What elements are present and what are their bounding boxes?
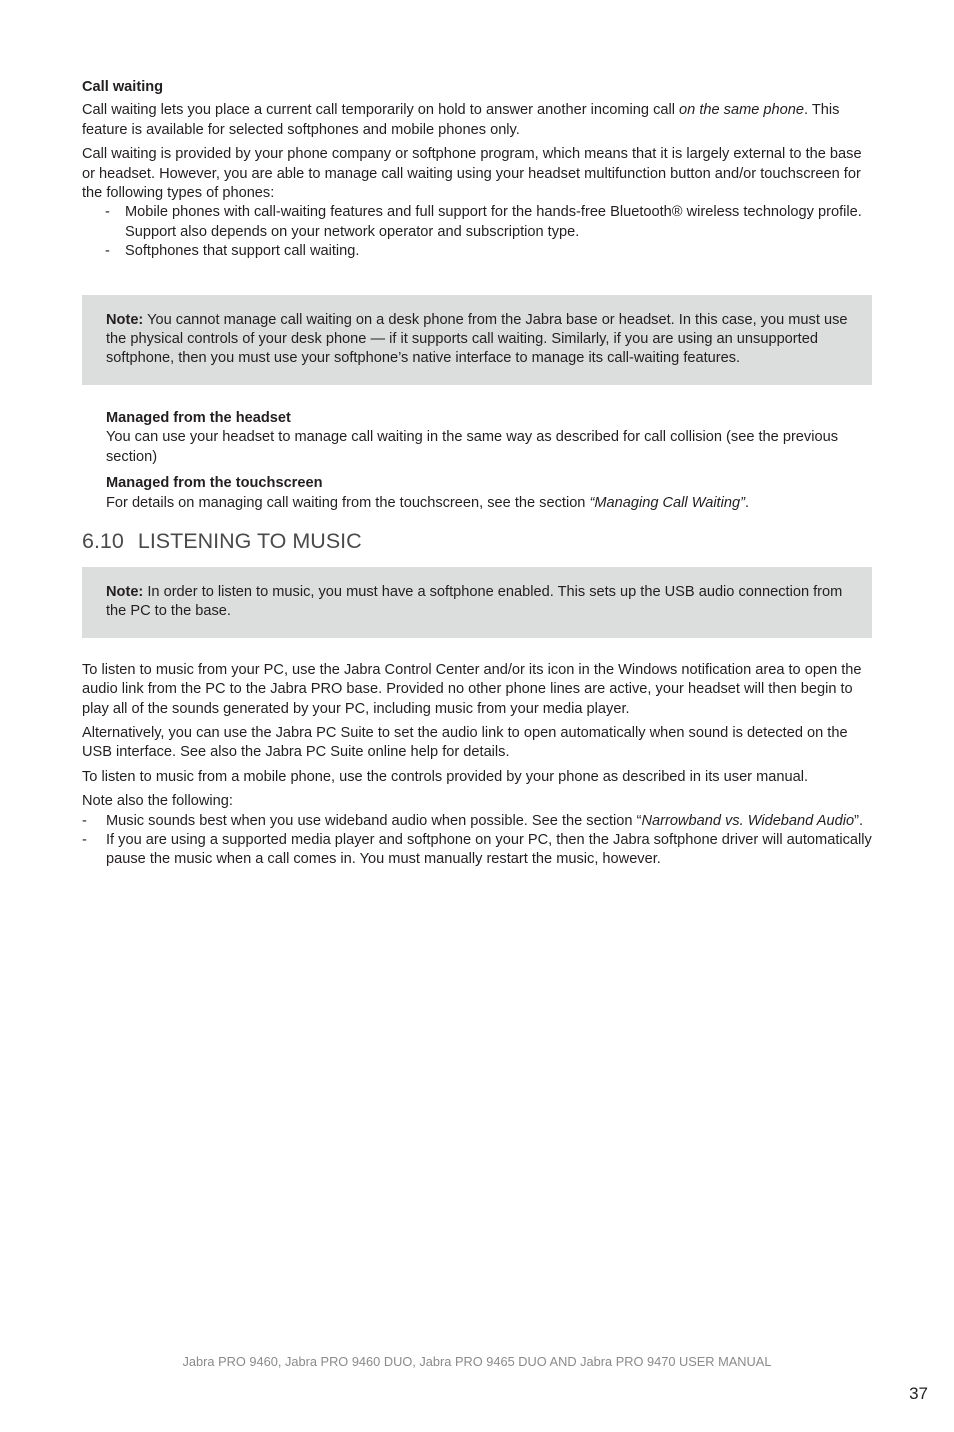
music-notes-list [82,812,872,870]
list-item: - Mobile phones with call-waiting features and full support for the hands-free Bluetooth® wireless technology profile. Support also depends on your network operator and subscription type. [105,204,862,240]
music-mobile-paragraph: To listen to music from a mobile phone, use the controls provided by your phone as described in its user manual. [82,768,809,785]
music-pc-suite-paragraph: Alternatively, you can use the Jabra PC Suite to set the audio link to open automatically when sound is detected on the USB interface. See also the Jabra PC Suite online help for details. [82,724,848,761]
call-waiting-description: Call waiting is provided by your phone company or softphone program, which means that it is largely external to the base or headset. However, you are able to manage call waiting using your headset multifunction button and/or touchscreen for the following types of phones: [82,146,862,202]
touchscreen-heading: Managed from the touchscreen [106,475,323,492]
list-item: - Music sounds best when you use wideband audio when possible. See the section “Narrowband vs. Wideband Audio”. [82,812,864,829]
list-item: - Softphones that support call waiting. [105,243,360,260]
call-waiting-intro: Call waiting lets you place a current call temporarily on hold to answer another incoming call on the same phone. This feature is available for selected softphones and mobile phones only. [82,102,840,138]
section-title: 6.10 LISTENING TO MUSIC [82,528,362,553]
note-box-music: Note: In order to listen to music, you must have a softphone enabled. This sets up the USB audio connection from the PC to the base. [82,567,872,638]
music-pc-paragraph: To listen to music from your PC, use the Jabra Control Center and/or its icon in the Windows notification area to open the audio link from the PC to the Jabra PRO base. Provided no other phone lines are active, your headset will then begin to play all of the sounds generated by your PC, including music from your media player. [82,661,862,717]
call-waiting-heading: Call waiting [82,79,164,95]
phone-type-list [82,203,872,261]
headset-heading: Managed from the headset [106,409,291,426]
touchscreen-text: For details on managing call waiting from the touchscreen, see the section “Managing Call Waiting”. [106,494,750,511]
page-content [82,78,872,870]
music-note-also: Note also the following: [82,793,233,810]
page-footer: Jabra PRO 9460, Jabra PRO 9460 DUO, Jabra PRO 9465 DUO AND Jabra PRO 9470 USER MANUAL [182,1354,772,1369]
headset-text: You can use your headset to manage call waiting in the same way as described for call collision (see the previous section) [106,429,838,465]
note-box-call-waiting: Note: You cannot manage call waiting on a desk phone from the Jabra base or headset. In this case, you must use the physical controls of your desk phone — if it supports call waiting. Similarly, if you are using an unsupported softphone, then you must use your softphone’s native interface to manage its call-waiting features. [82,295,872,385]
page-number: 37 [909,1384,928,1403]
managed-section [82,409,872,513]
list-item: - If you are using a supported media player and softphone on your PC, then the Jabra softphone driver will automatically pause the music when a call comes in. You must manually restart the music, however. [82,831,872,868]
